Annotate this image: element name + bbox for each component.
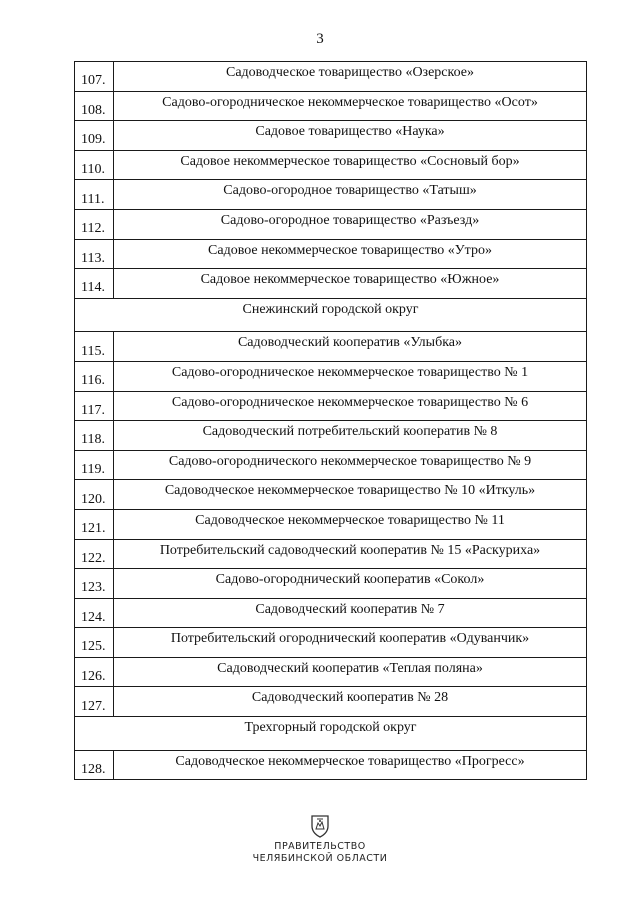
row-number: 127. (75, 687, 114, 717)
row-number: 119. (75, 450, 114, 480)
registry-table-body (75, 62, 587, 780)
registry-table (74, 61, 587, 780)
row-number: 128. (75, 750, 114, 780)
organization-name: Садовое товарищество «Наука» (114, 121, 587, 151)
row-number: 126. (75, 657, 114, 687)
organization-name: Потребительский садоводческий кооператив № 15 «Раскуриха» (114, 539, 587, 569)
coat-of-arms-icon (309, 814, 331, 838)
organization-name: Садоводческий кооператив «Теплая поляна» (114, 657, 587, 687)
row-number: 117. (75, 391, 114, 421)
table-row (75, 332, 587, 362)
row-number: 123. (75, 569, 114, 599)
row-number: 115. (75, 332, 114, 362)
organization-name: Садоводческий кооператив № 28 (114, 687, 587, 717)
row-number: 113. (75, 239, 114, 269)
organization-name: Садово-огородное товарищество «Татыш» (114, 180, 587, 210)
page-number: 3 (316, 31, 324, 47)
row-number: 109. (75, 121, 114, 151)
row-number: 114. (75, 269, 114, 299)
section-heading: Трехгорный городской округ (75, 717, 587, 751)
row-number: 120. (75, 480, 114, 510)
row-number: 118. (75, 421, 114, 451)
organization-name: Садоводческий кооператив № 7 (114, 598, 587, 628)
section-row (75, 298, 587, 332)
table-row (75, 91, 587, 121)
table-row (75, 539, 587, 569)
table-row (75, 687, 587, 717)
row-number: 122. (75, 539, 114, 569)
organization-name: Садоводческое некоммерческое товарищество № 11 (114, 509, 587, 539)
organization-name: Потребительский огороднический кооператив «Одуванчик» (114, 628, 587, 658)
organization-name: Садоводческое некоммерческое товарищество № 10 «Иткуль» (114, 480, 587, 510)
table-row (75, 62, 587, 92)
table-row (75, 657, 587, 687)
table-row (75, 421, 587, 451)
table-row (75, 150, 587, 180)
organization-name: Садоводческое некоммерческое товарищество «Прогресс» (114, 750, 587, 780)
table-row (75, 121, 587, 151)
organization-name: Садоводческий кооператив «Улыбка» (114, 332, 587, 362)
section-row (75, 717, 587, 751)
table-row (75, 391, 587, 421)
row-number: 124. (75, 598, 114, 628)
table-row (75, 569, 587, 599)
table-row (75, 509, 587, 539)
table-row (75, 180, 587, 210)
table-row (75, 750, 587, 780)
organization-name: Садово-огородническое некоммерческое товарищество № 6 (114, 391, 587, 421)
table-row (75, 480, 587, 510)
row-number: 121. (75, 509, 114, 539)
organization-name: Садово-огороднический кооператив «Сокол» (114, 569, 587, 599)
table-row (75, 450, 587, 480)
table-row (75, 361, 587, 391)
table-row (75, 209, 587, 239)
organization-name: Садоводческое товарищество «Озерское» (114, 62, 587, 92)
issuer-footer (0, 814, 640, 865)
row-number: 111. (75, 180, 114, 210)
organization-name: Садово-огороднического некоммерческое товарищество № 9 (114, 450, 587, 480)
row-number: 116. (75, 361, 114, 391)
footer-line-1: ПРАВИТЕЛЬСТВО (274, 841, 366, 852)
row-number: 108. (75, 91, 114, 121)
table-row (75, 239, 587, 269)
table-row (75, 628, 587, 658)
section-heading: Снежинский городской округ (75, 298, 587, 332)
organization-name: Садоводческий потребительский кооператив № 8 (114, 421, 587, 451)
row-number: 125. (75, 628, 114, 658)
table-row (75, 598, 587, 628)
table-row (75, 269, 587, 299)
footer-line-2: ЧЕЛЯБИНСКОЙ ОБЛАСТИ (252, 853, 388, 864)
organization-name: Садовое некоммерческое товарищество «Сосновый бор» (114, 150, 587, 180)
row-number: 110. (75, 150, 114, 180)
row-number: 112. (75, 209, 114, 239)
organization-name: Садовое некоммерческое товарищество «Южное» (114, 269, 587, 299)
organization-name: Садово-огородническое некоммерческое товарищество «Осот» (114, 91, 587, 121)
organization-name: Садово-огородническое некоммерческое товарищество № 1 (114, 361, 587, 391)
organization-name: Садово-огородное товарищество «Разъезд» (114, 209, 587, 239)
organization-name: Садовое некоммерческое товарищество «Утро» (114, 239, 587, 269)
row-number: 107. (75, 62, 114, 92)
